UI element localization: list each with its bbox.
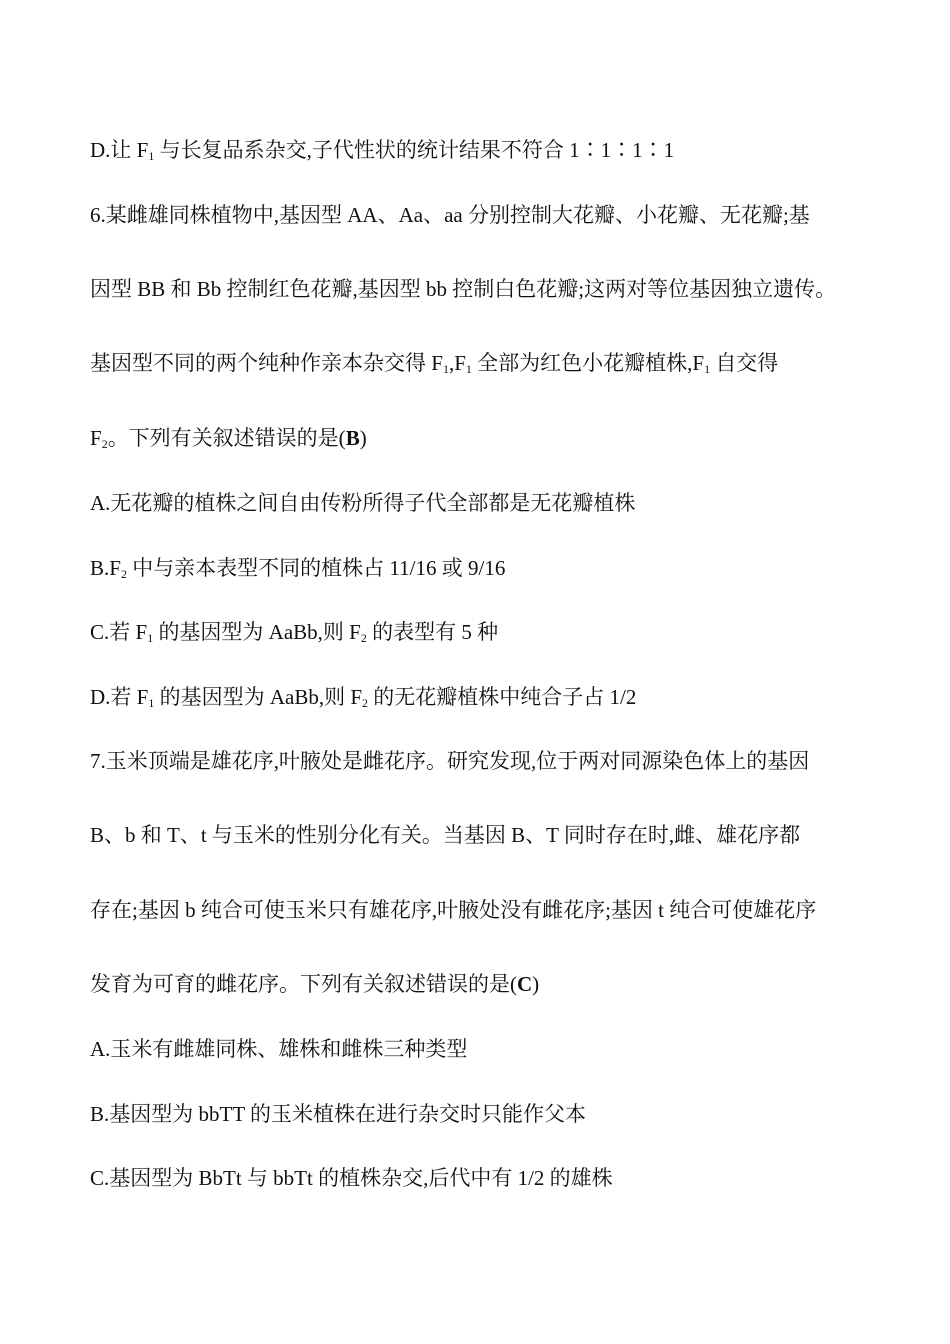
text-segment: A.无花瓣的植株之间自由传粉所得子代全部都是无花瓣植株 — [90, 491, 636, 515]
text-segment: ) — [532, 972, 540, 996]
subscript: 1 — [148, 696, 155, 710]
text-segment: 全部为红色小花瓣植株,F — [471, 351, 705, 375]
text-segment: 的基因型为 AaBb,则 F — [154, 685, 363, 709]
question-7-stem-line-4 — [90, 971, 539, 997]
question-7-stem-line-1 — [90, 748, 809, 774]
text-segment: 的表型有 5 种 — [366, 620, 499, 644]
question-7-stem-line-3 — [90, 897, 816, 923]
text-segment: 的基因型为 AaBb,则 F — [153, 620, 361, 644]
subscript: 1 — [442, 362, 449, 376]
text-segment: 6.某雌雄同株植物中,基因型 AA、Aa、aa 分别控制大花瓣、小花瓣、无花瓣;基 — [90, 203, 810, 227]
text-segment: 因型 BB 和 Bb 控制红色花瓣,基因型 bb 控制白色花瓣;这两对等位基因独立遗传。 — [90, 277, 837, 301]
text-segment: B.F — [90, 556, 121, 580]
text-segment: 发育为可育的雌花序。下列有关叙述错误的是( — [90, 972, 517, 996]
text-segment: C.基因型为 BbTt 与 bbTt 的植株杂交,后代中有 1/2 的雄株 — [90, 1166, 613, 1190]
text-segment: 与长复品系杂交,子代性状的统计结果不符合 1∶1∶1∶1 — [154, 138, 675, 162]
text-segment: 存在;基因 b 纯合可使玉米只有雄花序,叶腋处没有雌花序;基因 t 纯合可使雄花序 — [90, 898, 817, 922]
question-6-stem-line-4 — [90, 425, 367, 451]
subscript: 1 — [704, 362, 711, 376]
text-segment: 7.玉米顶端是雄花序,叶腋处是雌花序。研究发现,位于两对同源染色体上的基因 — [90, 749, 810, 773]
subscript: 2 — [360, 631, 367, 645]
question-7-option-b — [90, 1101, 586, 1127]
text-segment: 的无花瓣植株中纯合子占 1/2 — [368, 685, 637, 709]
subscript: 1 — [465, 362, 472, 376]
answer-letter: C — [517, 972, 533, 996]
text-segment: A.玉米有雌雄同株、雄株和雌株三种类型 — [90, 1037, 468, 1061]
text-segment: C.若 F — [90, 620, 148, 644]
text-segment: 中与亲本表型不同的植株占 11/16 或 9/16 — [126, 556, 506, 580]
question-7-option-a — [90, 1036, 467, 1062]
text-segment: 基因型不同的两个纯种作亲本杂交得 F — [90, 351, 443, 375]
text-segment: F — [90, 426, 102, 450]
text-segment: D.若 F — [90, 685, 149, 709]
question-7-option-c — [90, 1165, 613, 1191]
subscript: 2 — [362, 696, 369, 710]
question-6-option-c — [90, 619, 498, 645]
question-6-stem-line-3 — [90, 350, 778, 376]
answer-letter: B — [345, 426, 360, 450]
text-segment: B、b 和 T、t 与玉米的性别分化有关。当基因 B、T 同时存在时,雌、雄花序都 — [90, 823, 801, 847]
question-7-stem-line-2 — [90, 822, 800, 848]
subscript: 1 — [148, 149, 155, 163]
text-line-option-d — [90, 137, 674, 163]
subscript: 2 — [120, 567, 127, 581]
question-6-stem-line-2 — [90, 276, 836, 302]
subscript: 2 — [101, 437, 108, 451]
text-segment: ) — [359, 426, 367, 450]
question-6-option-d — [90, 684, 636, 710]
subscript: 1 — [147, 631, 154, 645]
question-6-option-a — [90, 490, 635, 516]
text-segment: B.基因型为 bbTT 的玉米植株在进行杂交时只能作父本 — [90, 1102, 587, 1126]
text-segment: D.让 F — [90, 138, 149, 162]
question-6-option-b — [90, 555, 505, 581]
text-segment: 自交得 — [710, 351, 779, 375]
text-segment: 。下列有关叙述错误的是( — [107, 426, 346, 450]
question-6-stem-line-1 — [90, 202, 810, 228]
text-segment: ,F — [448, 351, 466, 375]
